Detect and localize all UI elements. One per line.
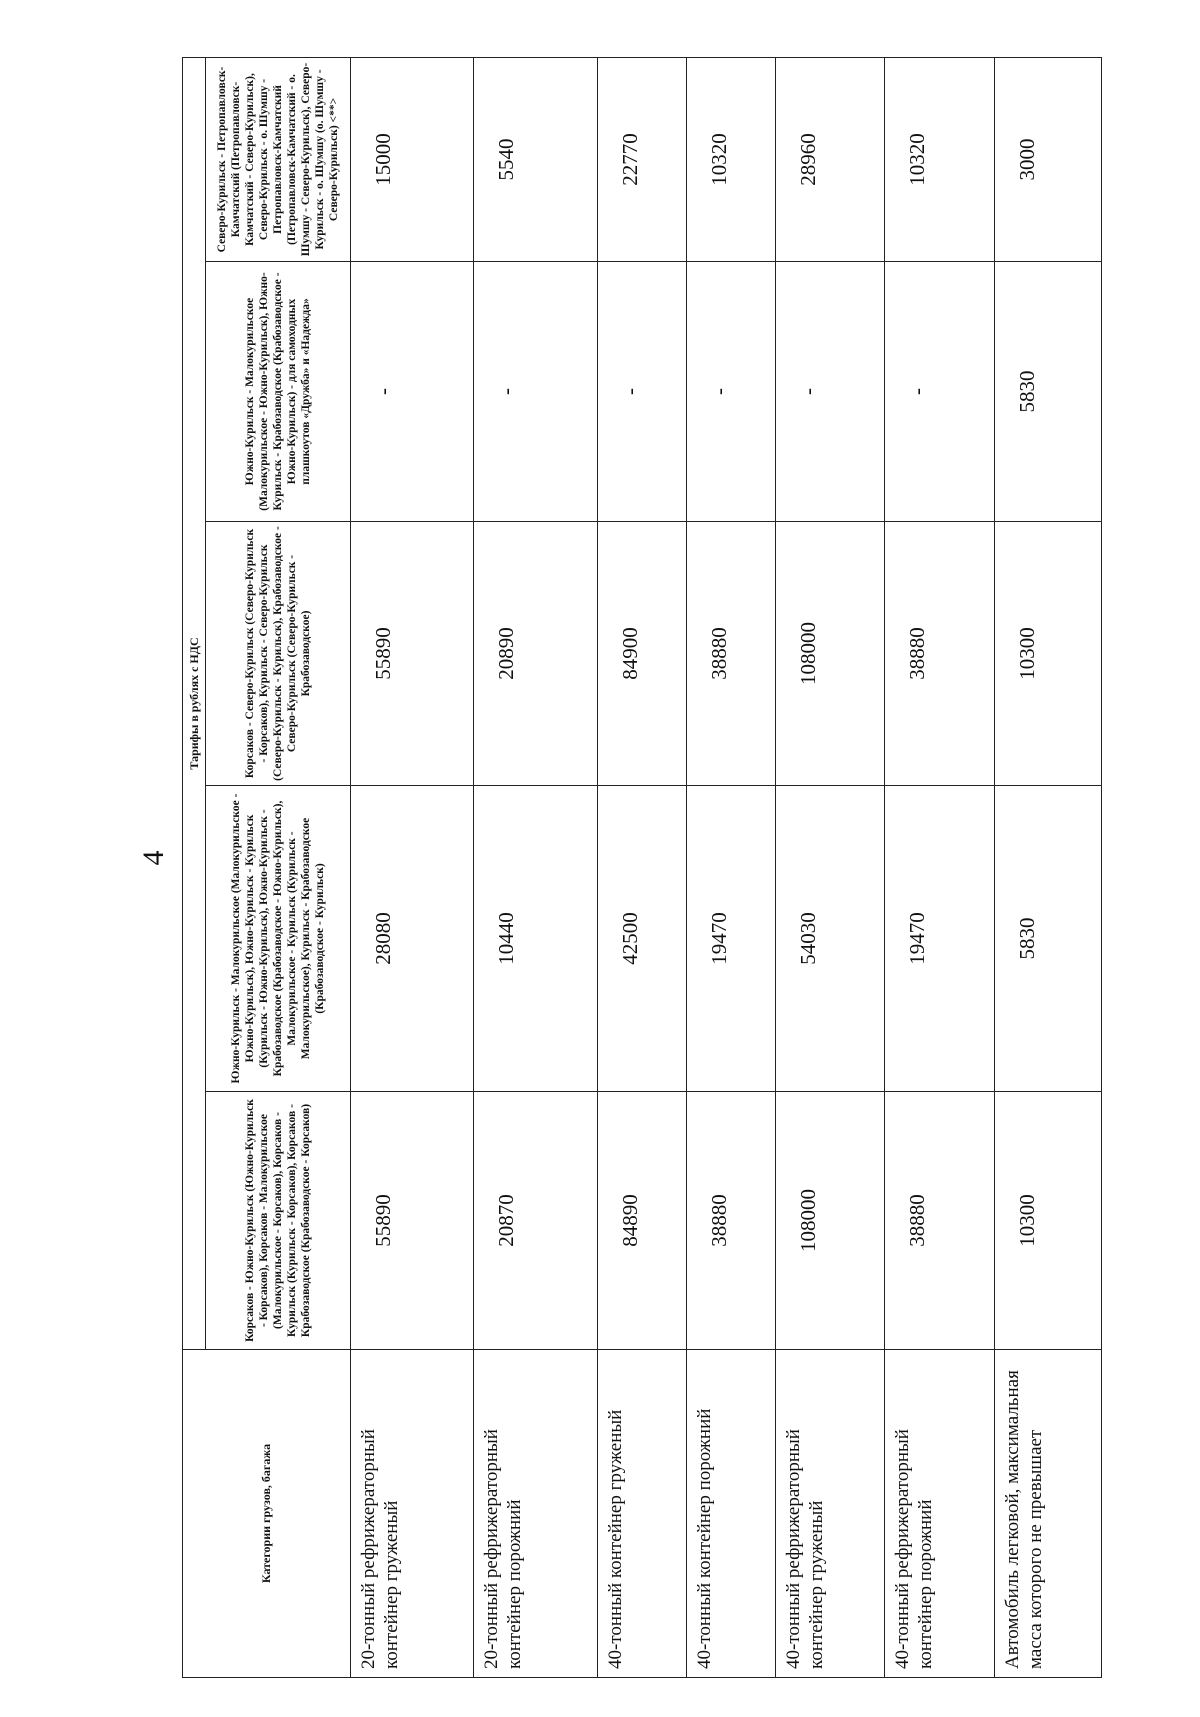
category-cell: 40-тонный контейнер груженый (597, 1350, 686, 1678)
table-row (775, 57, 885, 1677)
tariff-cell: 28960 (775, 57, 885, 261)
category-cell: Автомобиль легковой, максимальная масса которого не превышает (994, 1350, 1101, 1678)
tariff-cell: 38880 (686, 522, 775, 786)
tariff-cell: - (686, 262, 775, 522)
table-row (885, 57, 995, 1677)
route-header: Корсаков - Северо-Курильск (Северо-Курильск - Корсаков), Курильск - Северо-Курильск (Северо-Курильск - Курильск), Крабозаводское - Северо-Курильск (Северо-Курильск - Крабозаводское) (206, 522, 351, 786)
tariff-cell: 19470 (686, 786, 775, 1092)
tariff-cell: 20890 (474, 522, 597, 786)
category-cell: 40-тонный рефрижераторный контейнер порожний (885, 1350, 995, 1678)
tariff-cell: - (351, 262, 474, 522)
page-number: 4 (137, 850, 170, 866)
table-row (597, 57, 686, 1677)
category-cell: 40-тонный контейнер порожний (686, 1350, 775, 1678)
tariff-cell: 55890 (351, 522, 474, 786)
tariff-cell: 42500 (597, 786, 686, 1092)
category-cell: 40-тонный рефрижераторный контейнер груженый (775, 1350, 885, 1678)
table-row (686, 57, 775, 1677)
tariff-cell: 3000 (994, 57, 1101, 261)
tariff-cell: 10300 (994, 1092, 1101, 1350)
tariff-cell: - (597, 262, 686, 522)
tariff-cell: 38880 (885, 522, 995, 786)
route-header: Южно-Курильск - Малокурильское (Малокурильское - Южно-Курильск), Южно-Курильск - Курильск (Курильск - Южно-Курильск), Южно-Курильск - Крабозаводское (Крабозаводское - Южно-Курильск), Малокурильское - Курильск (Курильск - Малокурильское), Курильск - Крабозаводское (Крабозаводское - Курильск) (206, 786, 351, 1092)
table-row (994, 57, 1101, 1677)
tariff-table (182, 57, 1102, 1678)
tariff-cell: 84890 (597, 1092, 686, 1350)
tariff-cell: 28080 (351, 786, 474, 1092)
tariff-cell: 38880 (885, 1092, 995, 1350)
tariff-cell: 108000 (775, 522, 885, 786)
tariff-cell: 5540 (474, 57, 597, 261)
tariff-cell: 5830 (994, 262, 1101, 522)
tariff-cell: 19470 (885, 786, 995, 1092)
tariff-cell: 15000 (351, 57, 474, 261)
tariff-cell: 5830 (994, 786, 1101, 1092)
tariff-cell: 10320 (686, 57, 775, 261)
table-row (474, 57, 597, 1677)
tariff-cell: 20870 (474, 1092, 597, 1350)
tariff-cell: 10320 (885, 57, 995, 261)
tariffs-header: Тарифы в рублях с НДС (183, 57, 206, 1349)
tariff-cell: - (474, 262, 597, 522)
tariff-cell: 22770 (597, 57, 686, 261)
table-row (351, 57, 474, 1677)
category-cell: 20-тонный рефрижераторный контейнер порожний (474, 1350, 597, 1678)
tariff-cell: 55890 (351, 1092, 474, 1350)
tariff-cell: 10300 (994, 522, 1101, 786)
category-header: Категории грузов, багажа (183, 1350, 351, 1678)
route-header: Северо-Курильск - Петропавловск-Камчатский (Петропавловск-Камчатский - Северо-Курильск), Северо-Курильск - о. Шумшу - Петропавловск-Камчатский (Петропавловск-Камчатский - о. Шумшу - Северо-Курильск), Северо-Курильск - о. Шумшу (о. Шумшу - Северо-Курильск) <**> (206, 57, 351, 261)
category-cell: 20-тонный рефрижераторный контейнер груженый (351, 1350, 474, 1678)
rotated-tariff-table-container (182, 58, 1102, 1678)
tariff-cell: 84900 (597, 522, 686, 786)
route-header: Южно-Курильск - Малокурильское (Малокурильское - Южно-Курильск), Южно-Курильск - Крабозаводское (Крабозаводское - Южно-Курильск) - для самоходных плашкоутов «Дружба» и «Надежда» (206, 262, 351, 522)
route-header: Корсаков - Южно-Курильск (Южно-Курильск - Корсаков), Корсаков - Малокурильское (Малокурильское - Корсаков), Корсаков - Курильск (Курильск - Корсаков), Корсаков - Крабозаводское (Крабозаводское - Корсаков) (206, 1092, 351, 1350)
tariff-cell: 108000 (775, 1092, 885, 1350)
tariff-cell: 38880 (686, 1092, 775, 1350)
tariff-cell: - (775, 262, 885, 522)
tariff-cell: 54030 (775, 786, 885, 1092)
tariff-cell: 10440 (474, 786, 597, 1092)
tariff-cell: - (885, 262, 995, 522)
